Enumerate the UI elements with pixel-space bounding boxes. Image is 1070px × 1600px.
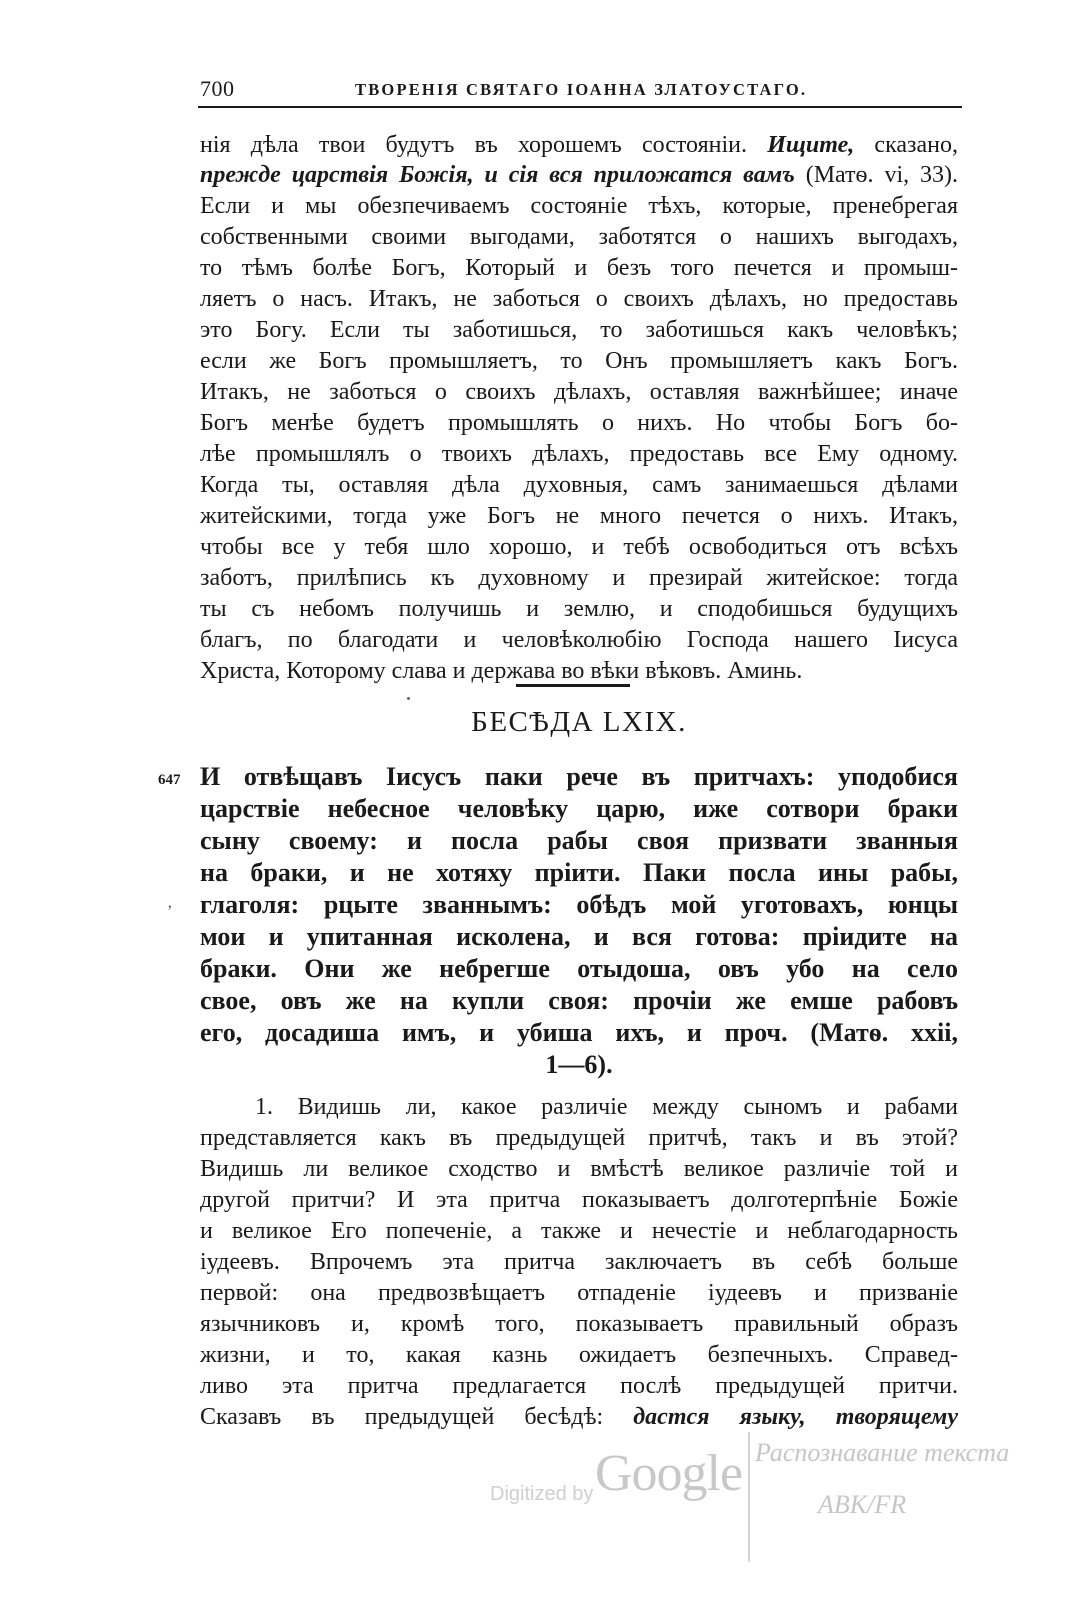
section-title: БЕСѢДА LXIX. [471, 706, 687, 738]
google-logo: Google [595, 1445, 743, 1502]
text-line: чтобы все у тебя шло хорошо, и тебѣ освободиться отъ всѣхъ [200, 534, 958, 560]
text-line: 1. Видишь ли, какое различіе между сыномъ и рабами [255, 1094, 958, 1120]
text-line: нія дѣла твои будутъ въ хорошемъ состояніи. Ищите, сказано, [200, 132, 958, 158]
text-line: собственными своими выгодами, заботятся о нашихъ выгодахъ, [200, 224, 958, 250]
text-line: другой притчи? И эта притча показываетъ долготерпѣніе Божіе [200, 1187, 958, 1213]
scripture-line: на браки, и не хотяху пріити. Паки посла ины рабы, [200, 858, 958, 887]
text-line: Итакъ, не заботься о своихъ дѣлахъ, оставляя важнѣйшее; иначе [200, 379, 958, 405]
footer-divider [748, 1432, 750, 1562]
text-line: первой: она предвозвѣщаетъ отпаденіе іудеевъ и призваніе [200, 1280, 958, 1306]
speck-mark [407, 697, 410, 700]
scripture-line: свое, овъ же на купли своя: прочіи же емше рабовъ [200, 986, 958, 1015]
text-line: это Богу. Если ты заботишься, то заботишься какъ человѣкъ; [200, 317, 958, 343]
text-line: язычниковъ и, кромѣ того, показываетъ правильный образъ [200, 1311, 958, 1337]
text-line: прежде царствія Божія, и сія вся приложатся вамъ (Матѳ. vi, 33). [200, 162, 959, 188]
page-number: 700 [200, 76, 235, 101]
margin-page-number: 647 [158, 772, 181, 788]
text-line: заботъ, прилѣпись къ духовному и презирай житейское: тогда [200, 565, 958, 591]
text-line: Видишь ли великое сходство и вмѣстѣ великое различіе той и [200, 1156, 958, 1182]
text-line: лѣе промышлялъ о твоихъ дѣлахъ, предоставь все Ему одному. [200, 441, 958, 467]
scripture-line: царствіе небесное человѣку царю, иже сотвори браки [200, 794, 958, 823]
scripture-line: сыну своему: и посла рабы своя призвати званныя [200, 826, 958, 855]
scripture-line: его, досадиша имъ, и убиша ихъ, и проч. (Матѳ. xxii, [200, 1018, 958, 1047]
text-line: ливо эта притча предлагается послѣ предыдущей притчи. [200, 1373, 958, 1399]
text-recognition-label: Распознавание текста [755, 1438, 1010, 1467]
text-line: ляетъ о насъ. Итакъ, не заботься о своихъ дѣлахъ, но предоставь [200, 286, 958, 312]
text-line: если же Богъ промышляетъ, то Онъ промышляетъ какъ Богъ. [200, 348, 958, 374]
text-line: то тѣмъ болѣе Богъ, Который и безъ того печется и промыш- [200, 255, 958, 281]
scripture-line: мои и упитанная исколена, и вся готова: пріидите на [200, 922, 958, 951]
page-header [200, 70, 960, 104]
text-line: іудеевъ. Впрочемъ эта притча заключаетъ въ себѣ больше [200, 1249, 958, 1275]
text-line: Христа, Которому слава и держава во вѣки вѣковъ. Аминь. [200, 658, 803, 684]
text-line: Если и мы обезпечиваемъ состояніе тѣхъ, которые, пренебрегая [200, 193, 958, 219]
section-separator [516, 684, 630, 687]
text-line: благъ, по благодати и человѣколюбію Господа нашего Іисуса [200, 627, 958, 653]
margin-mark: ‚ [167, 894, 173, 911]
text-line: жизни, и то, какая казнь ожидаетъ безпечныхъ. Справед- [200, 1342, 958, 1368]
scripture-line: глаголя: рцыте званнымъ: обѣдъ мой уготовахъ, юнцы [200, 890, 958, 919]
header-rule [198, 106, 962, 108]
credit-label: ABK/FR [818, 1490, 907, 1519]
text-line: Сказавъ въ предыдущей бесѣдѣ: дастся языку, творящему [200, 1404, 958, 1430]
digitized-by-label: Digitized by [490, 1483, 594, 1505]
scripture-line: браки. Они же небрегше отыдоша, овъ убо на село [200, 954, 958, 983]
text-line: и великое Его попеченіе, а также и нечестіе и неблагодарность [200, 1218, 958, 1244]
text-line: Когда ты, оставляя дѣла духовныя, самъ занимаешься дѣлами [200, 472, 958, 498]
text-line: Богъ менѣе будетъ промышлять о нихъ. Но чтобы Богъ бо- [200, 410, 958, 436]
scripture-line: И отвѣщавъ Іисусъ паки рече въ притчахъ: уподобися [200, 762, 958, 791]
scripture-line: 1—6). [545, 1050, 613, 1079]
text-line: представляется какъ въ предыдущей притчѣ, такъ и въ этой? [200, 1125, 958, 1151]
text-line: ты съ небомъ получишь и землю, и сподобишься будущихъ [200, 596, 958, 622]
text-line: житейскими, тогда уже Богъ не много печется о нихъ. Итакъ, [200, 503, 958, 529]
running-title: ТВОРЕНІЯ СВЯТАГО ІОАННА ЗЛАТОУСТАГО. [355, 80, 808, 99]
